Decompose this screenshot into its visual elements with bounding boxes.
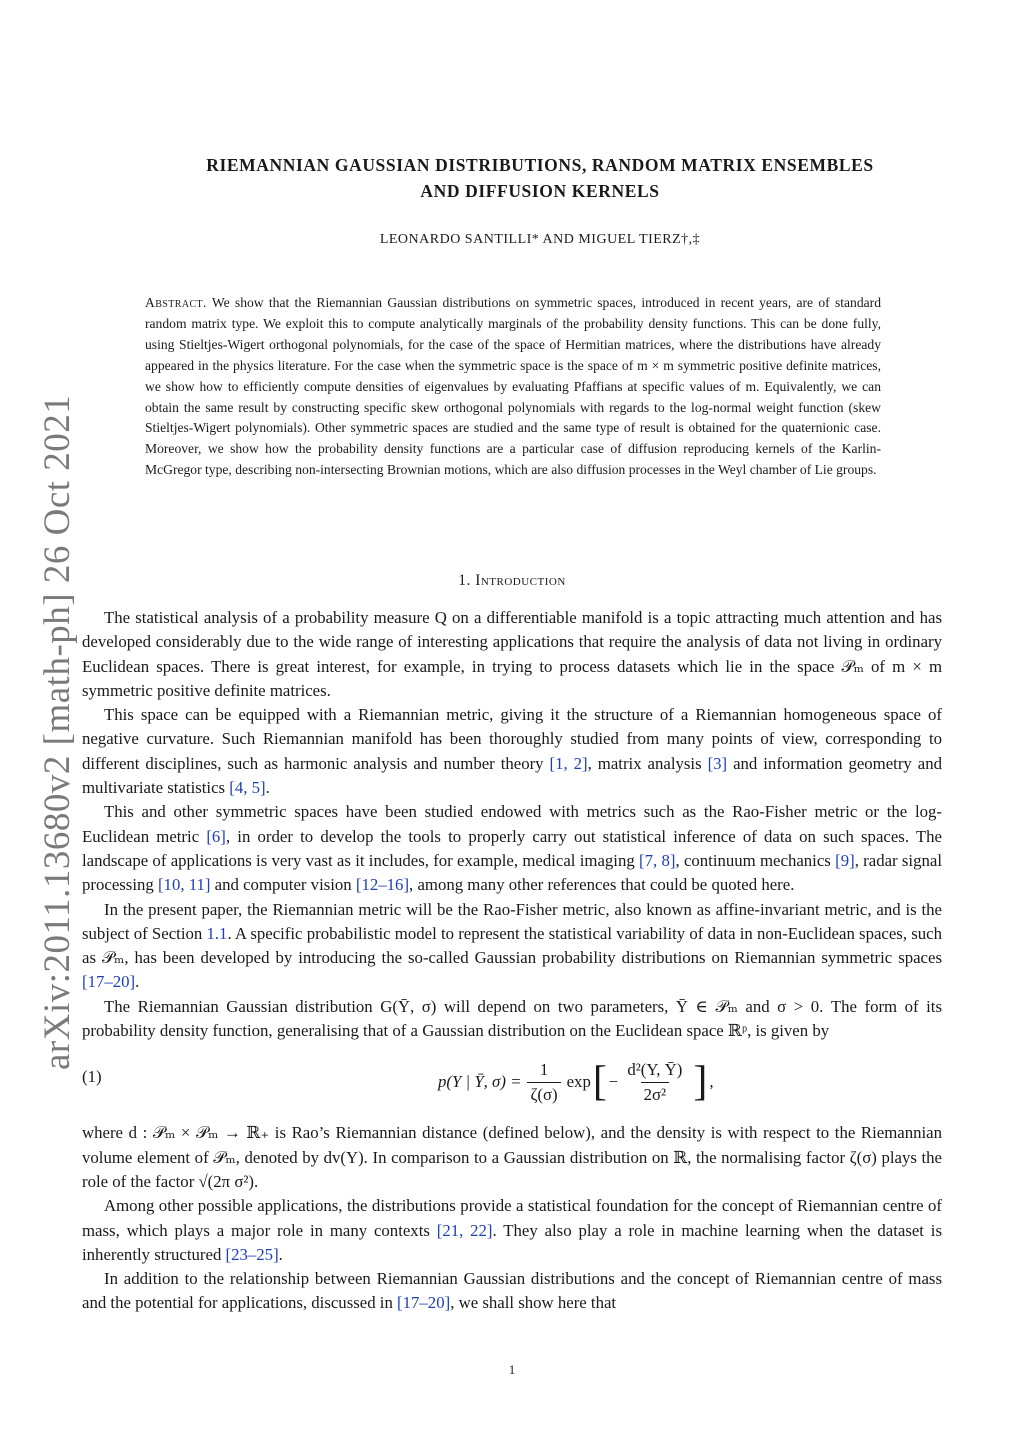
equation-trailing-comma: , [709, 1072, 714, 1092]
exp-operator: exp [566, 1072, 591, 1092]
paragraph-6: where d : 𝒫ₘ × 𝒫ₘ → ℝ₊ is Rao’s Riemannian distance (defined below), and the density is with respect to the Riemannian volume element of 𝒫ₘ, denoted by dv(Y). In comparison to a Gaussian distribution on ℝ, the normalising factor ζ(σ) plays the role of the factor √(2π σ²). [82, 1123, 942, 1191]
citation-link[interactable]: [10, 11] [157, 875, 211, 895]
introduction-body [82, 606, 942, 1316]
abstract-text: We show that the Riemannian Gaussian distributions on symmetric spaces, introduced in recent years, are of standard random matrix type. We exploit this to compute analytically marginals of the probability density functions. This can be done fully, using Stieltjes-Wigert orthogonal polynomials, for the case of the space of Hermitian matrices, where the distributions have already appeared in the physics literature. For the case when the symmetric space is the space of m × m symmetric positive definite matrices, we show how to efficiently compute densities of eigenvalues by evaluating Pfaffians at specific values of m. Equivalently, we can obtain the same result by constructing specific skew orthogonal polynomials with regards to the log-normal weight function (skew Stieltjes-Wigert polynomials). Other symmetric spaces are studied and the same type of result is obtained for the quaternionic case. Moreover, we show how the probability density functions are a particular case of diffusion reproducing kernels of the Karlin-McGregor type, describing non-intersecting Brownian motions, which are also diffusion processes in the Weyl chamber of Lie groups. [145, 295, 881, 478]
paper-authors: LEONARDO SANTILLI* AND MIGUEL TIERZ†,‡ [379, 232, 701, 247]
citation-link[interactable]: [4, 5] [229, 778, 266, 798]
paragraph-7: Among other possible applications, the distributions provide a statistical foundation for the concept of Riemannian centre of mass, which plays a major role in many contexts [21, 22]. They also play a role in machine learning when the dataset is inherently structured [23–25]. [82, 1196, 942, 1264]
equation-1 [82, 1051, 942, 1115]
citation-link[interactable]: [12–16] [355, 875, 410, 895]
left-bracket: [ [592, 1059, 607, 1106]
paragraph-3: This and other symmetric spaces have been studied endowed with metrics such as the Rao-Fisher metric or the log-Euclidean metric [6], in order to develop the tools to properly carry out statistical inference of data on such spaces. The landscape of applications is very vast as it includes, for example, medical imaging [7, 8], continuum mechanics [9], radar signal processing [10, 11] and computer vision [12–16], among many other references that could be quoted here. [82, 802, 942, 895]
citation-link[interactable]: [7, 8] [639, 850, 676, 870]
page-number: 1 [508, 1362, 516, 1377]
right-bracket: ] [693, 1059, 708, 1106]
paragraph-1: The statistical analysis of a probability measure Q on a differentiable manifold is a topic attracting much attention and has developed considerably due to the wide range of interesting applications that require the analysis of data not living in ordinary Euclidean spaces. There is great interest, for example, in trying to process datasets which lie in the space 𝒫ₘ of m × m symmetric positive definite matrices. [82, 608, 942, 700]
minus-sign: − [608, 1072, 619, 1092]
citation-link[interactable]: [17–20] [82, 972, 136, 992]
equation-lhs: p(Y | Ȳ, σ) = [438, 1072, 522, 1092]
citation-link[interactable]: [1, 2] [549, 753, 588, 773]
paragraph-5: The Riemannian Gaussian distribution G(Ȳ, σ) will depend on two parameters, Ȳ ∈ 𝒫ₘ and σ > 0. The form of its probability density function, generalising that of a Gaussian distribution on the Euclidean space ℝᵖ, is given by [82, 996, 942, 1041]
exponent-fraction: $\frac{\text{d²(Y, Ȳ)}}{\text{2σ²}}$ [624, 1058, 685, 1108]
citation-link[interactable]: [17–20] [397, 1293, 451, 1313]
equation-number: (1) [82, 1067, 102, 1087]
arxiv-identifier-stamp: arXiv:2011.13680v2 [math-ph] 26 Oct 2021 [37, 394, 78, 1070]
abstract [145, 293, 881, 481]
equation-body [438, 1051, 714, 1113]
paragraph-8: In addition to the relationship between Riemannian Gaussian distributions and the concept of Riemannian centre of mass and the potential for applications, discussed in [17–20], we shall show here that [82, 1269, 942, 1313]
paragraph-4: In the present paper, the Riemannian metric will be the Rao-Fisher metric, also known as affine-invariant metric, and is the subject of Section 1.1. A specific probabilistic model to represent the statistical variability of data in non-Euclidean spaces, such as 𝒫ₘ, has been developed by introducing the so-called Gaussian probability distributions on Riemannian symmetric spaces [17–20]. [82, 899, 942, 992]
citation-link[interactable]: [3] [707, 753, 728, 773]
paper-title-line-1: RIEMANNIAN GAUSSIAN DISTRIBUTIONS, RANDOM MATRIX ENSEMBLES [206, 155, 874, 175]
paper-title-line-2: AND DIFFUSION KERNELS [420, 181, 660, 201]
citation-link[interactable]: [21, 22] [436, 1220, 493, 1240]
paragraph-2: This space can be equipped with a Riemannian metric, giving it the structure of a Riemannian homogeneous space of negative curvature. Such Riemannian manifold has been thoroughly studied from many points of view, corresponding to different disciplines, such as harmonic analysis and number theory [1, 2], matrix analysis [3] and information geometry and multivariate statistics [4, 5]. [82, 705, 942, 798]
citation-link[interactable]: [23–25] [225, 1244, 279, 1264]
section-link[interactable]: 1.1 [206, 923, 228, 943]
normalising-fraction: $\frac{1}{\zeta(\sigma)}$ [527, 1058, 560, 1108]
abstract-label: Abstract. [145, 295, 207, 310]
citation-link[interactable]: [6] [206, 826, 226, 846]
paper-title [80, 152, 1000, 204]
section-heading-introduction: 1. Introduction [458, 572, 566, 589]
citation-link[interactable]: [9] [835, 850, 855, 870]
